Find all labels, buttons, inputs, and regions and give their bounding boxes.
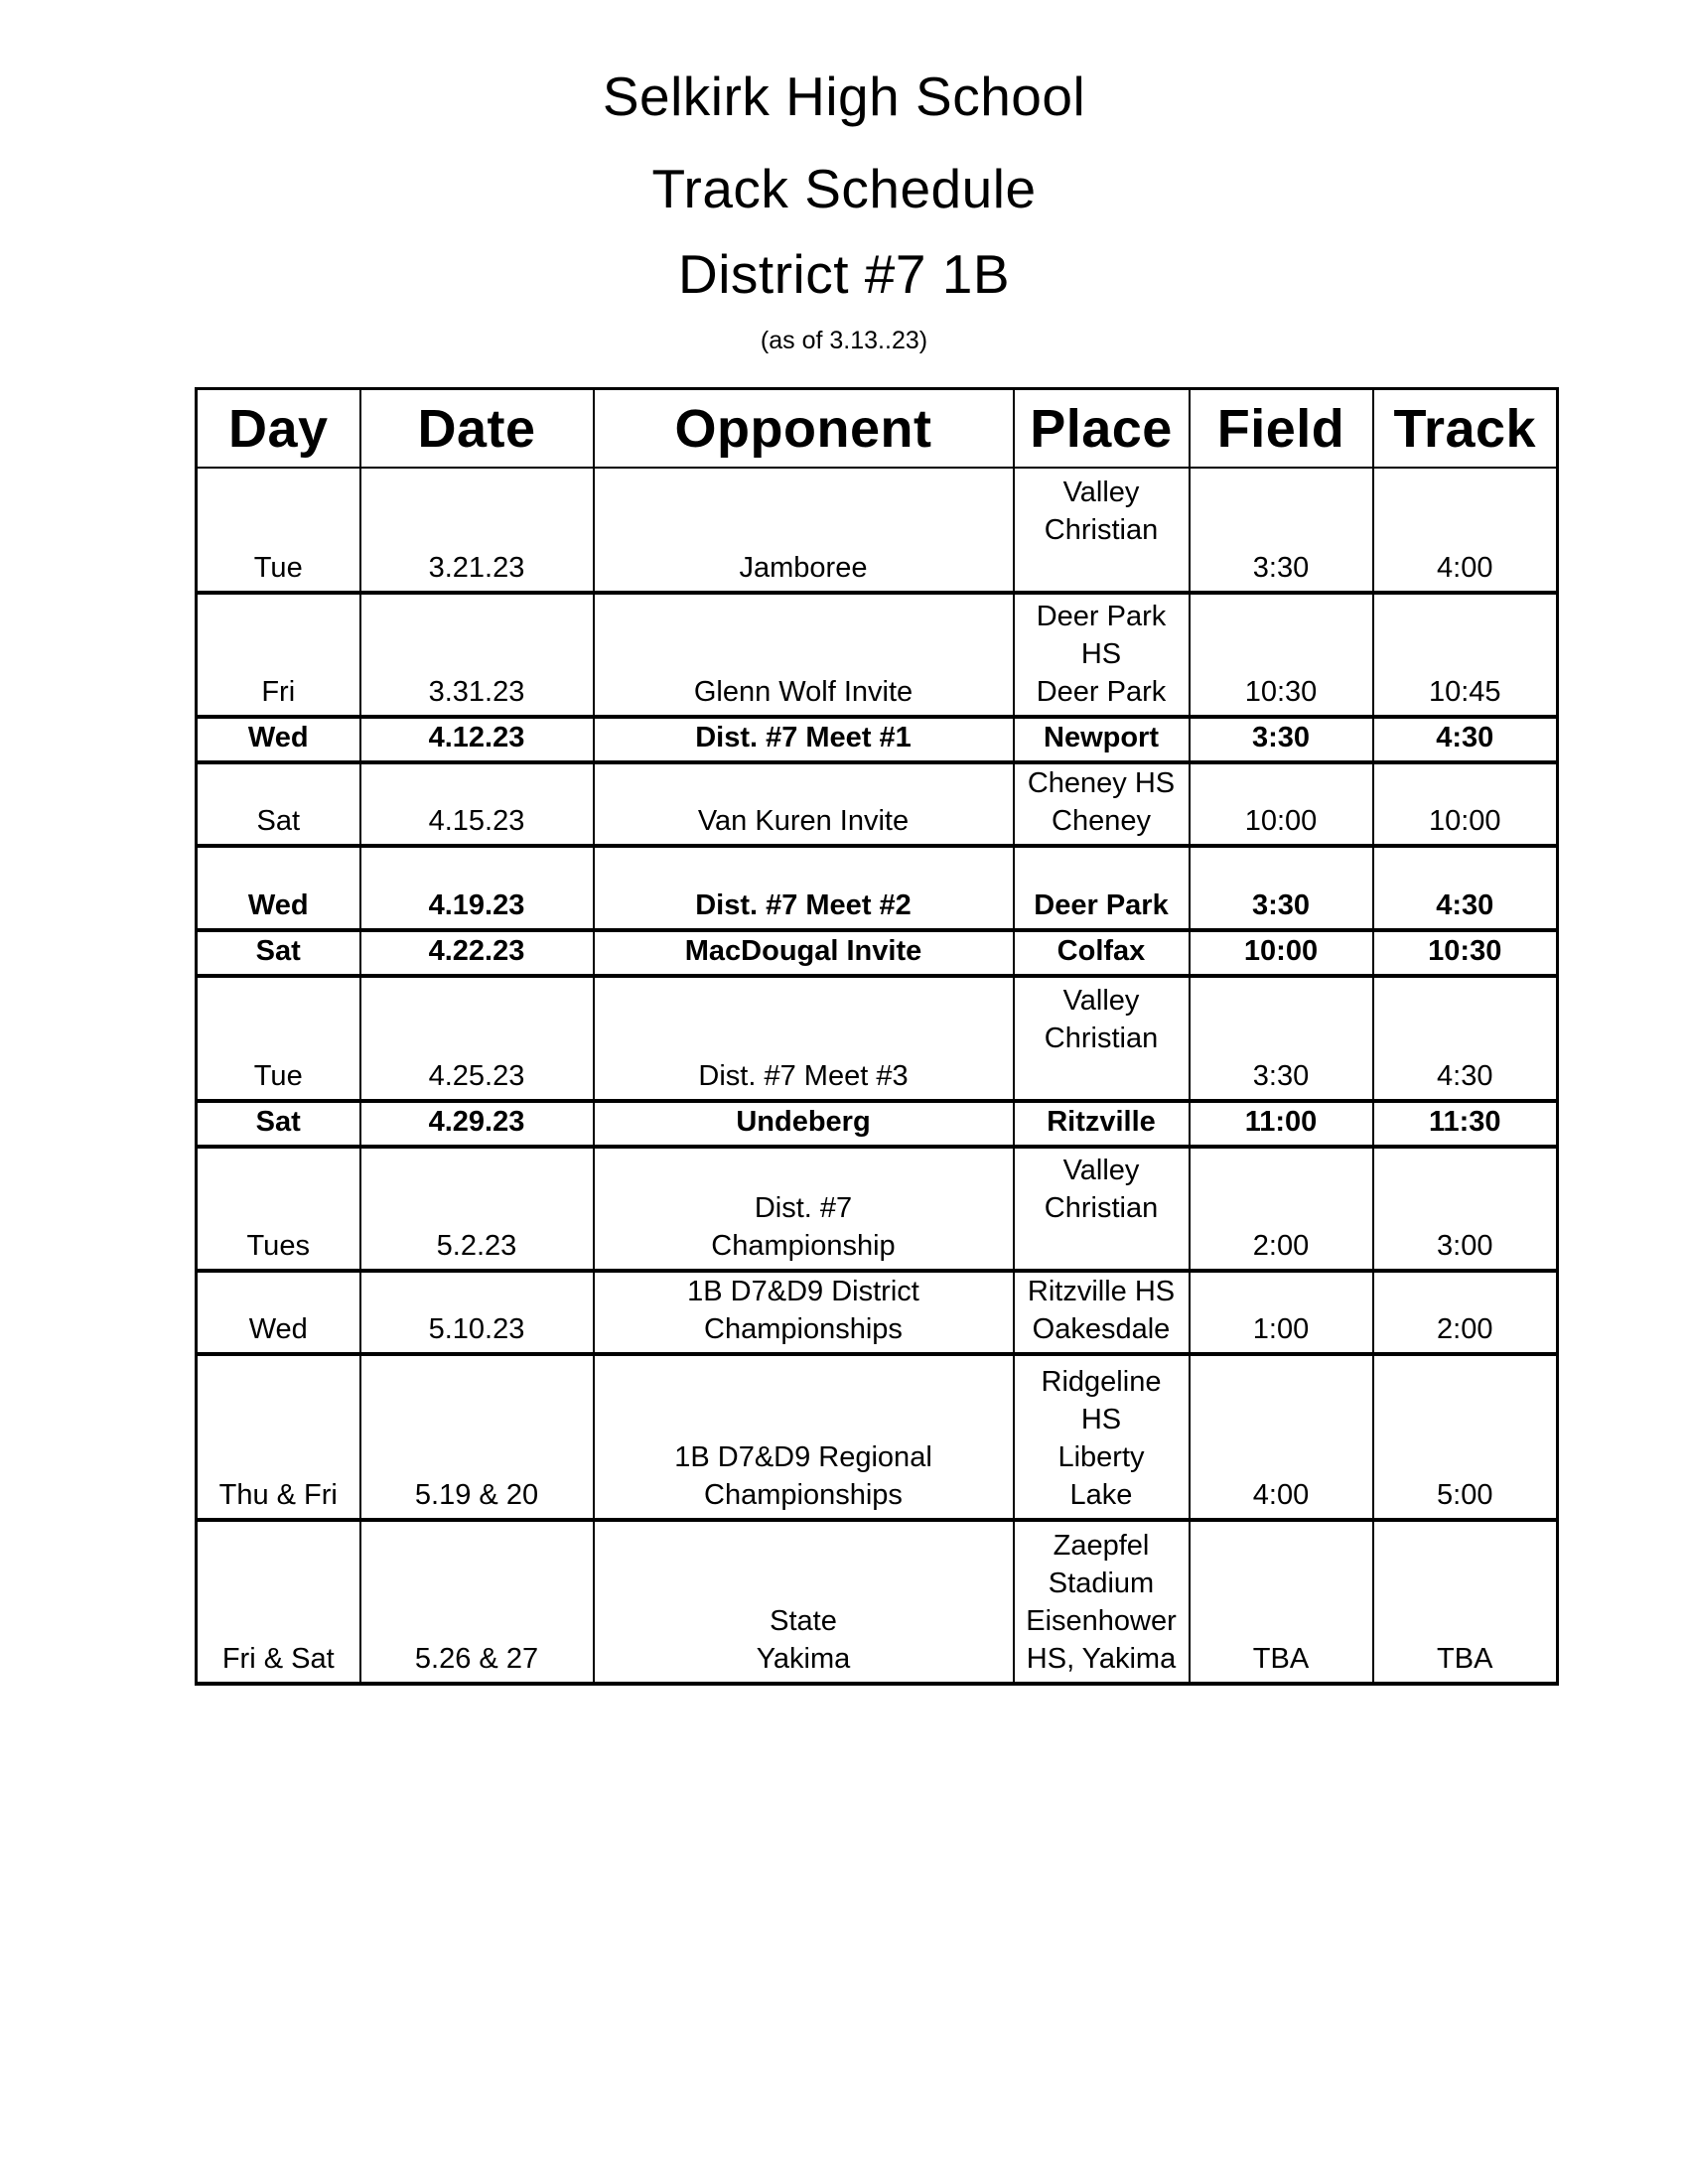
cell-place xyxy=(1014,976,1190,1101)
cell-line: 4.12.23 xyxy=(428,722,525,753)
cell-place xyxy=(1014,593,1190,717)
cell-line: Valley xyxy=(1062,477,1140,508)
cell-place xyxy=(1014,762,1190,846)
cell-field xyxy=(1190,468,1373,593)
cell-field xyxy=(1190,717,1373,762)
cell-line: 5.2.23 xyxy=(436,1230,517,1262)
cell-opponent xyxy=(594,976,1014,1101)
col-header-day: Day xyxy=(197,389,360,469)
cell-line: MacDougal Invite xyxy=(684,935,922,967)
cell-track xyxy=(1373,468,1558,593)
table-row xyxy=(197,930,1558,976)
cell-date xyxy=(360,593,594,717)
cell-date xyxy=(360,930,594,976)
cell-place xyxy=(1014,468,1190,593)
cell-field xyxy=(1190,846,1373,930)
cell-opponent xyxy=(594,1101,1014,1147)
cell-line: Lake xyxy=(1069,1479,1133,1511)
cell-day xyxy=(197,593,360,717)
cell-day xyxy=(197,930,360,976)
cell-line: Glenn Wolf Invite xyxy=(693,676,914,708)
cell-line: 4.15.23 xyxy=(428,805,525,837)
cell-track xyxy=(1373,976,1558,1101)
header-row xyxy=(197,389,1558,469)
table-row xyxy=(197,1101,1558,1147)
cell-line: 3:30 xyxy=(1251,889,1311,921)
cell-opponent xyxy=(594,468,1014,593)
cell-date xyxy=(360,976,594,1101)
cell-line: 5.19 & 20 xyxy=(414,1479,539,1511)
cell-field xyxy=(1190,762,1373,846)
cell-place xyxy=(1014,717,1190,762)
cell-track xyxy=(1373,1520,1558,1684)
page-subtitle-district: District #7 1B xyxy=(677,243,1011,305)
cell-opponent xyxy=(594,1354,1014,1520)
cell-line: Tue xyxy=(253,1060,303,1092)
cell-line: 1:00 xyxy=(1252,1313,1310,1345)
cell-line: Dist. #7 Meet #1 xyxy=(695,722,912,753)
cell-field xyxy=(1190,930,1373,976)
col-header-date: Date xyxy=(360,389,594,469)
cell-line: Valley xyxy=(1062,985,1140,1017)
cell-line: Dist. #7 Meet #2 xyxy=(695,889,912,921)
cell-day xyxy=(197,1101,360,1147)
cell-line: Tues xyxy=(246,1230,310,1262)
cell-opponent xyxy=(594,846,1014,930)
cell-line: Wed xyxy=(248,1313,308,1345)
col-header-field: Field xyxy=(1190,389,1373,469)
cell-place xyxy=(1014,1354,1190,1520)
col-header-place: Place xyxy=(1014,389,1190,469)
cell-opponent xyxy=(594,1520,1014,1684)
cell-line: 4.22.23 xyxy=(428,935,525,967)
cell-date xyxy=(360,1354,594,1520)
cell-track xyxy=(1373,717,1558,762)
cell-day xyxy=(197,1271,360,1354)
cell-place xyxy=(1014,1147,1190,1271)
table-row xyxy=(197,846,1558,930)
cell-line: 4:30 xyxy=(1436,889,1494,921)
cell-line xyxy=(1017,1227,1187,1265)
cell-date xyxy=(360,1271,594,1354)
cell-line: Ridgeline xyxy=(1041,1366,1162,1398)
cell-line: 10:00 xyxy=(1244,805,1318,837)
cell-line: 11:30 xyxy=(1428,1106,1501,1138)
cell-opponent xyxy=(594,593,1014,717)
cell-line: Deer Park xyxy=(1036,676,1167,708)
cell-day xyxy=(197,976,360,1101)
cell-line: 2:00 xyxy=(1437,1313,1493,1345)
cell-place xyxy=(1014,930,1190,976)
cell-track xyxy=(1373,1354,1558,1520)
cell-line: Cheney xyxy=(1052,805,1151,837)
cell-line: Wed xyxy=(247,722,309,753)
cell-field xyxy=(1190,1271,1373,1354)
cell-line: 1B D7&D9 District xyxy=(687,1276,919,1307)
cell-line: 11:00 xyxy=(1244,1106,1318,1138)
cell-line: 10:30 xyxy=(1428,935,1502,967)
page-subtitle-schedule: Track Schedule xyxy=(651,158,1037,219)
cell-date xyxy=(360,1520,594,1684)
cell-line: 3:30 xyxy=(1252,552,1310,584)
cell-date xyxy=(360,1147,594,1271)
cell-day xyxy=(197,468,360,593)
cell-line: Van Kuren Invite xyxy=(697,805,910,837)
cell-line: TBA xyxy=(1437,1643,1493,1675)
table-row xyxy=(197,1354,1558,1520)
cell-track xyxy=(1373,930,1558,976)
cell-line: 4:00 xyxy=(1252,1479,1310,1511)
table-row xyxy=(197,976,1558,1101)
cell-line: 10:45 xyxy=(1428,676,1501,708)
cell-line: 10:00 xyxy=(1428,805,1501,837)
cell-line: Christian xyxy=(1044,514,1159,546)
cell-line: Jamboree xyxy=(739,552,868,584)
cell-line: 4.19.23 xyxy=(428,889,525,921)
cell-day xyxy=(197,1354,360,1520)
cell-line: 10:00 xyxy=(1243,935,1319,967)
cell-line: Colfax xyxy=(1056,935,1146,967)
cell-line: Valley xyxy=(1062,1155,1140,1186)
table-row xyxy=(197,717,1558,762)
cell-line: Ritzville HS xyxy=(1027,1276,1176,1307)
cell-track xyxy=(1373,1271,1558,1354)
cell-line: 4:30 xyxy=(1436,722,1494,753)
cell-line: Championship xyxy=(711,1230,896,1262)
cell-line: Thu & Fri xyxy=(218,1479,338,1511)
table-row xyxy=(197,1271,1558,1354)
cell-field xyxy=(1190,1147,1373,1271)
cell-line: Sat xyxy=(255,1106,301,1138)
cell-field xyxy=(1190,593,1373,717)
cell-track xyxy=(1373,1147,1558,1271)
col-header-track: Track xyxy=(1373,389,1558,469)
cell-line: 3.31.23 xyxy=(428,676,525,708)
cell-opponent xyxy=(594,1271,1014,1354)
cell-line: Ritzville xyxy=(1047,1106,1156,1138)
cell-line: 5.26 & 27 xyxy=(414,1643,539,1675)
cell-day xyxy=(197,1147,360,1271)
cell-track xyxy=(1373,846,1558,930)
cell-line: HS xyxy=(1080,1404,1122,1435)
cell-date xyxy=(360,717,594,762)
cell-line: Oakesdale xyxy=(1032,1313,1171,1345)
cell-day xyxy=(197,846,360,930)
table-row xyxy=(197,468,1558,593)
cell-track xyxy=(1373,593,1558,717)
cell-opponent xyxy=(594,930,1014,976)
cell-line: 3:30 xyxy=(1252,1060,1310,1092)
table-row xyxy=(197,1520,1558,1684)
cell-line: TBA xyxy=(1252,1643,1310,1675)
cell-line: Eisenhower xyxy=(1026,1605,1177,1637)
schedule-table xyxy=(195,387,1559,1686)
cell-day xyxy=(197,1520,360,1684)
cell-field xyxy=(1190,1354,1373,1520)
cell-opponent xyxy=(594,717,1014,762)
cell-line: Christian xyxy=(1044,1023,1159,1054)
cell-line: 4:30 xyxy=(1437,1060,1493,1092)
cell-line: 3:30 xyxy=(1251,722,1311,753)
cell-line: 10:30 xyxy=(1244,676,1318,708)
cell-line: 5.10.23 xyxy=(428,1313,525,1345)
cell-place xyxy=(1014,846,1190,930)
cell-line: Cheney HS xyxy=(1027,767,1176,799)
cell-line: Yakima xyxy=(756,1643,851,1675)
cell-line: Wed xyxy=(247,889,309,921)
cell-line: Undeberg xyxy=(736,1106,871,1138)
cell-line: Fri xyxy=(261,676,296,708)
cell-track xyxy=(1373,1101,1558,1147)
cell-line xyxy=(1017,1057,1187,1095)
cell-line: Liberty xyxy=(1057,1441,1145,1473)
cell-date xyxy=(360,468,594,593)
cell-place xyxy=(1014,1520,1190,1684)
cell-line: 3:00 xyxy=(1437,1230,1493,1262)
cell-place xyxy=(1014,1101,1190,1147)
cell-field xyxy=(1190,1520,1373,1684)
cell-line: Fri & Sat xyxy=(221,1643,335,1675)
table-row xyxy=(197,1147,1558,1271)
cell-opponent xyxy=(594,762,1014,846)
cell-line: 5:00 xyxy=(1437,1479,1493,1511)
cell-day xyxy=(197,717,360,762)
cell-date xyxy=(360,846,594,930)
cell-date xyxy=(360,762,594,846)
table-row xyxy=(197,593,1558,717)
cell-line: Dist. #7 Meet #3 xyxy=(698,1060,909,1092)
cell-day xyxy=(197,762,360,846)
cell-line: Sat xyxy=(255,935,301,967)
cell-field xyxy=(1190,1101,1373,1147)
cell-line: Championships xyxy=(704,1313,903,1345)
cell-line: Sat xyxy=(256,805,301,837)
table-row xyxy=(197,762,1558,846)
cell-line: 4.25.23 xyxy=(428,1060,525,1092)
cell-line: HS xyxy=(1080,638,1122,670)
cell-line: HS, Yakima xyxy=(1026,1643,1177,1675)
page-title: Selkirk High School xyxy=(602,66,1086,127)
cell-line: Newport xyxy=(1044,722,1159,753)
cell-line: Zaepfel xyxy=(1053,1530,1150,1562)
cell-field xyxy=(1190,976,1373,1101)
cell-line: 3.21.23 xyxy=(428,552,525,584)
cell-line: 2:00 xyxy=(1252,1230,1310,1262)
cell-line: Dist. #7 xyxy=(754,1192,853,1224)
cell-line: Deer Park xyxy=(1034,889,1169,921)
cell-line: Stadium xyxy=(1048,1568,1155,1599)
cell-opponent xyxy=(594,1147,1014,1271)
col-header-opponent: Opponent xyxy=(594,389,1014,469)
cell-line: Deer Park xyxy=(1036,601,1167,632)
cell-date xyxy=(360,1101,594,1147)
cell-place xyxy=(1014,1271,1190,1354)
cell-line: Championships xyxy=(704,1479,903,1511)
cell-line: Christian xyxy=(1044,1192,1159,1224)
cell-line: 4.29.23 xyxy=(428,1106,525,1138)
as-of-date: (as of 3.13..23) xyxy=(760,327,928,354)
cell-line xyxy=(1017,549,1187,587)
cell-track xyxy=(1373,762,1558,846)
cell-line: 1B D7&D9 Regional xyxy=(674,1441,932,1473)
cell-line: State xyxy=(770,1605,837,1637)
cell-line: 4:00 xyxy=(1437,552,1493,584)
cell-line: Tue xyxy=(253,552,303,584)
